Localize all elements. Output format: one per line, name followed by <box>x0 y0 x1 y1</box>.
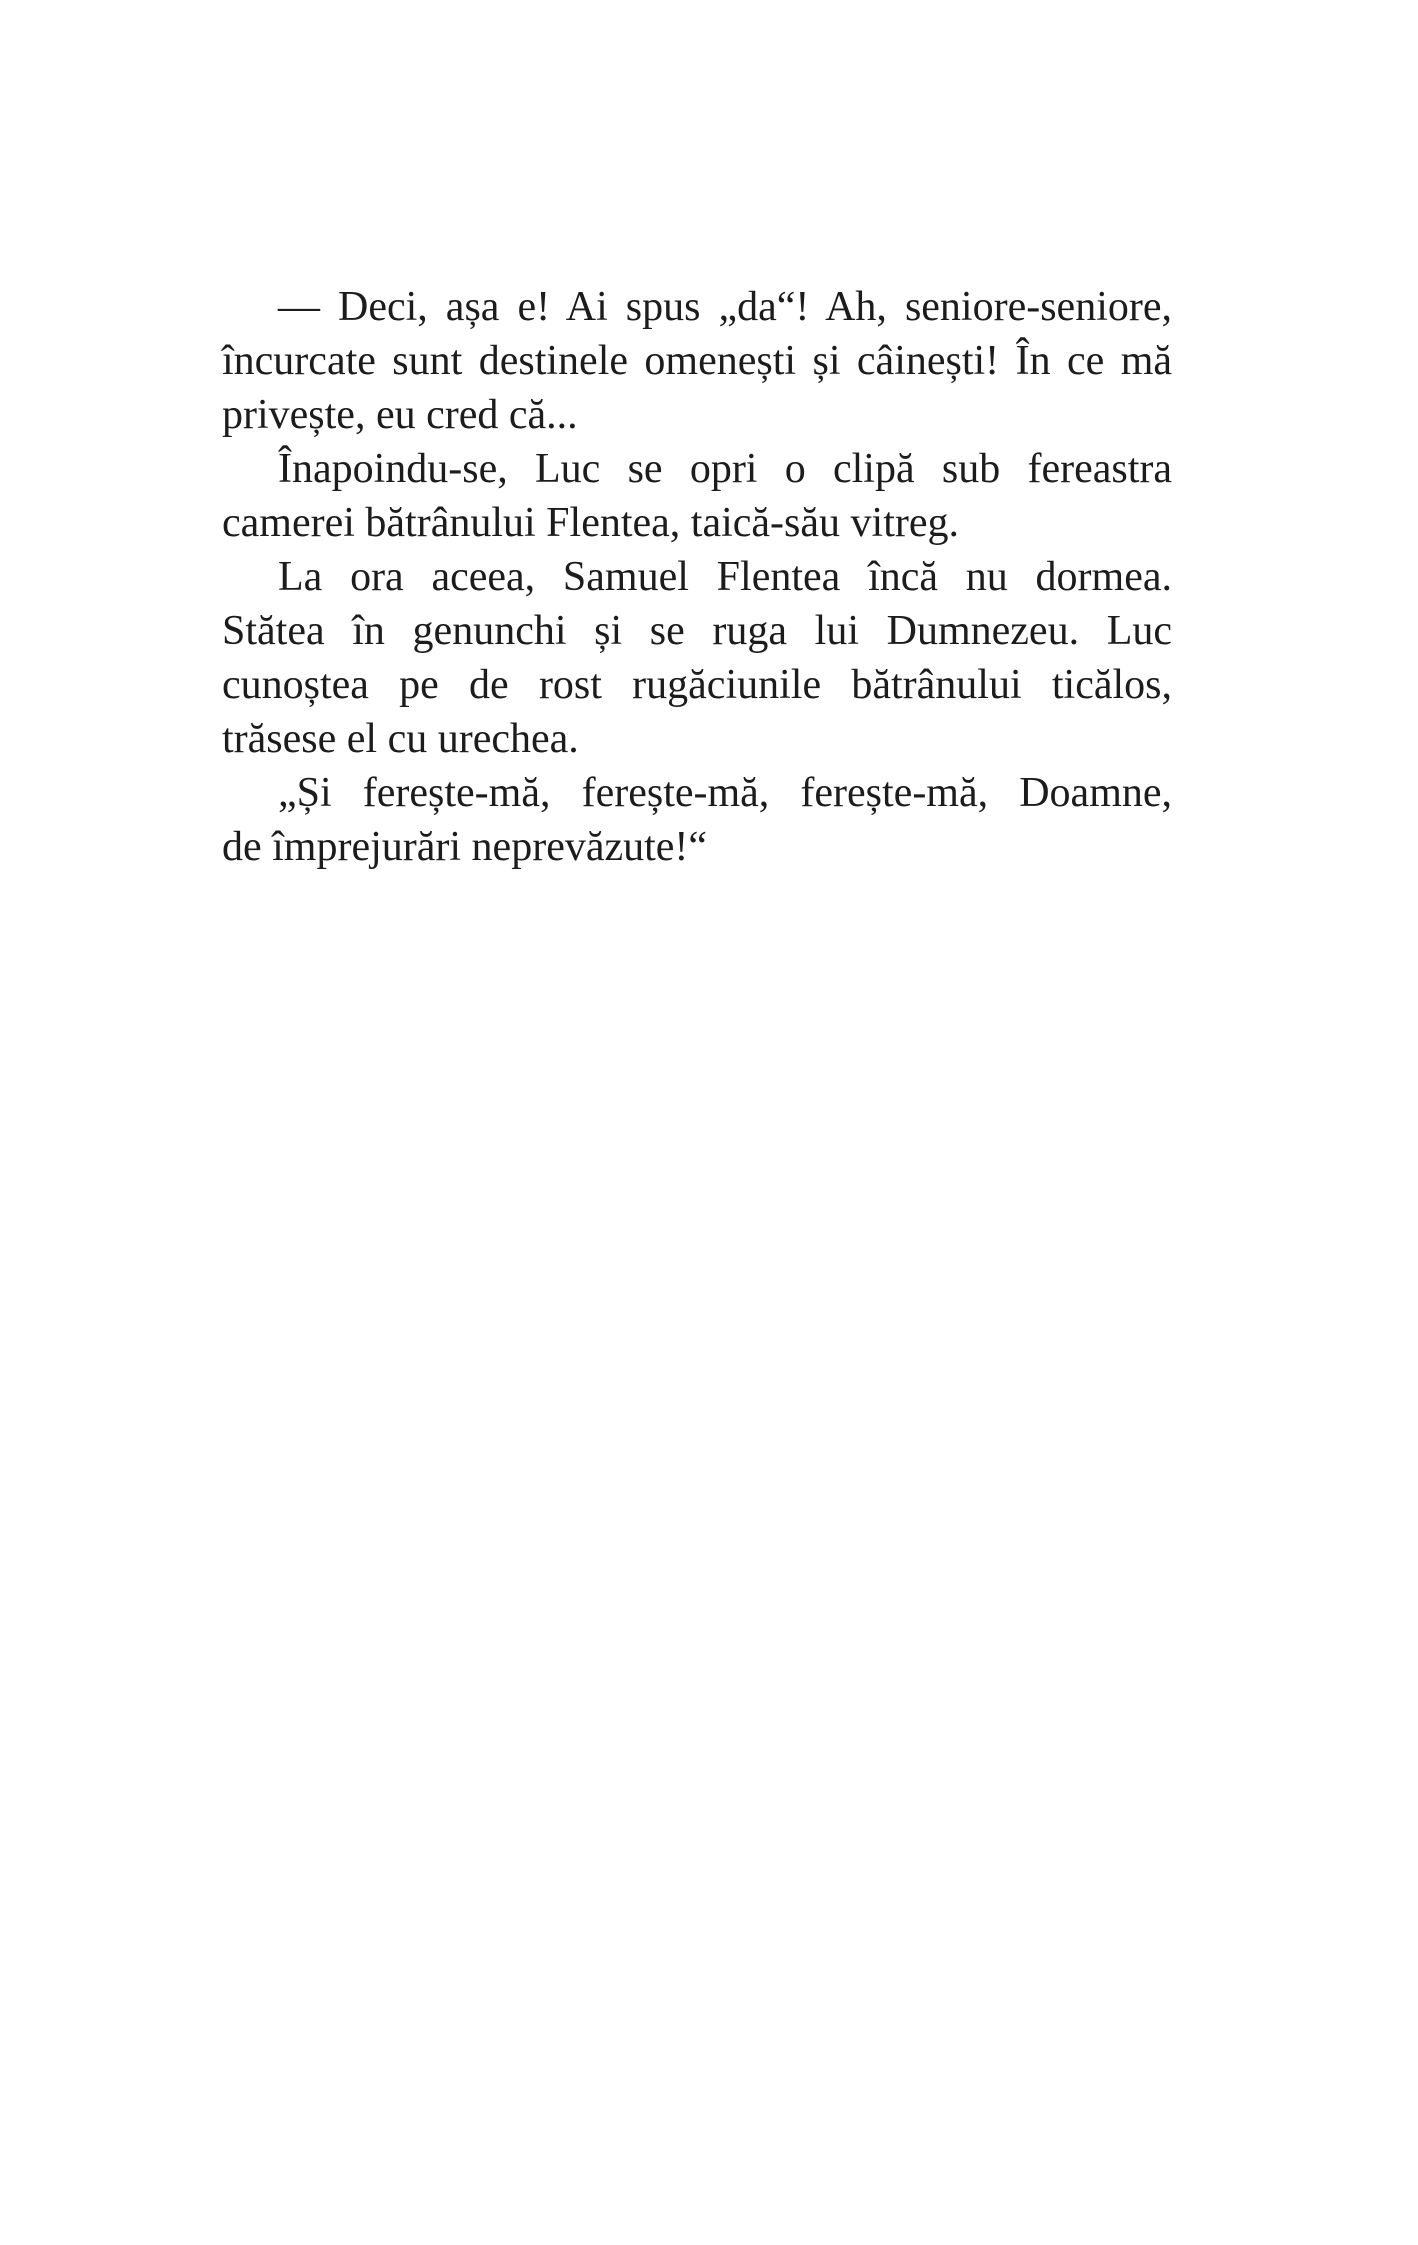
text-line: de împrejurări neprevăzute!“ <box>222 824 708 870</box>
text-line: „Și ferește-mă, ferește-mă, ferește-mă, Doamne, <box>278 770 1172 816</box>
text-line: Înapoindu-se, Luc se opri o clipă sub fereastra <box>278 446 1172 492</box>
text-line: încurcate sunt destinele omenești și câinești! În ce mă <box>222 338 1172 384</box>
text-line: privește, eu cred că... <box>222 392 578 438</box>
paragraph-prayer-quote <box>222 766 1172 874</box>
paragraph-dialogue <box>222 280 1172 442</box>
text-line: camerei bătrânului Flentea, taică-său vitreg. <box>222 500 959 546</box>
text-block <box>222 280 1172 874</box>
text-line: Stătea în genunchi și se ruga lui Dumnezeu. Luc <box>222 608 1172 654</box>
paragraph-narration-2 <box>222 550 1172 766</box>
text-line: — Deci, așa e! Ai spus „da“! Ah, seniore-seniore, <box>278 284 1172 330</box>
text-line: La ora aceea, Samuel Flentea încă nu dormea. <box>278 554 1172 600</box>
text-line: cunoștea pe de rost rugăciunile bătrânului ticălos, <box>222 662 1172 708</box>
text-line: trăsese el cu urechea. <box>222 716 579 762</box>
paragraph-narration-1 <box>222 442 1172 550</box>
